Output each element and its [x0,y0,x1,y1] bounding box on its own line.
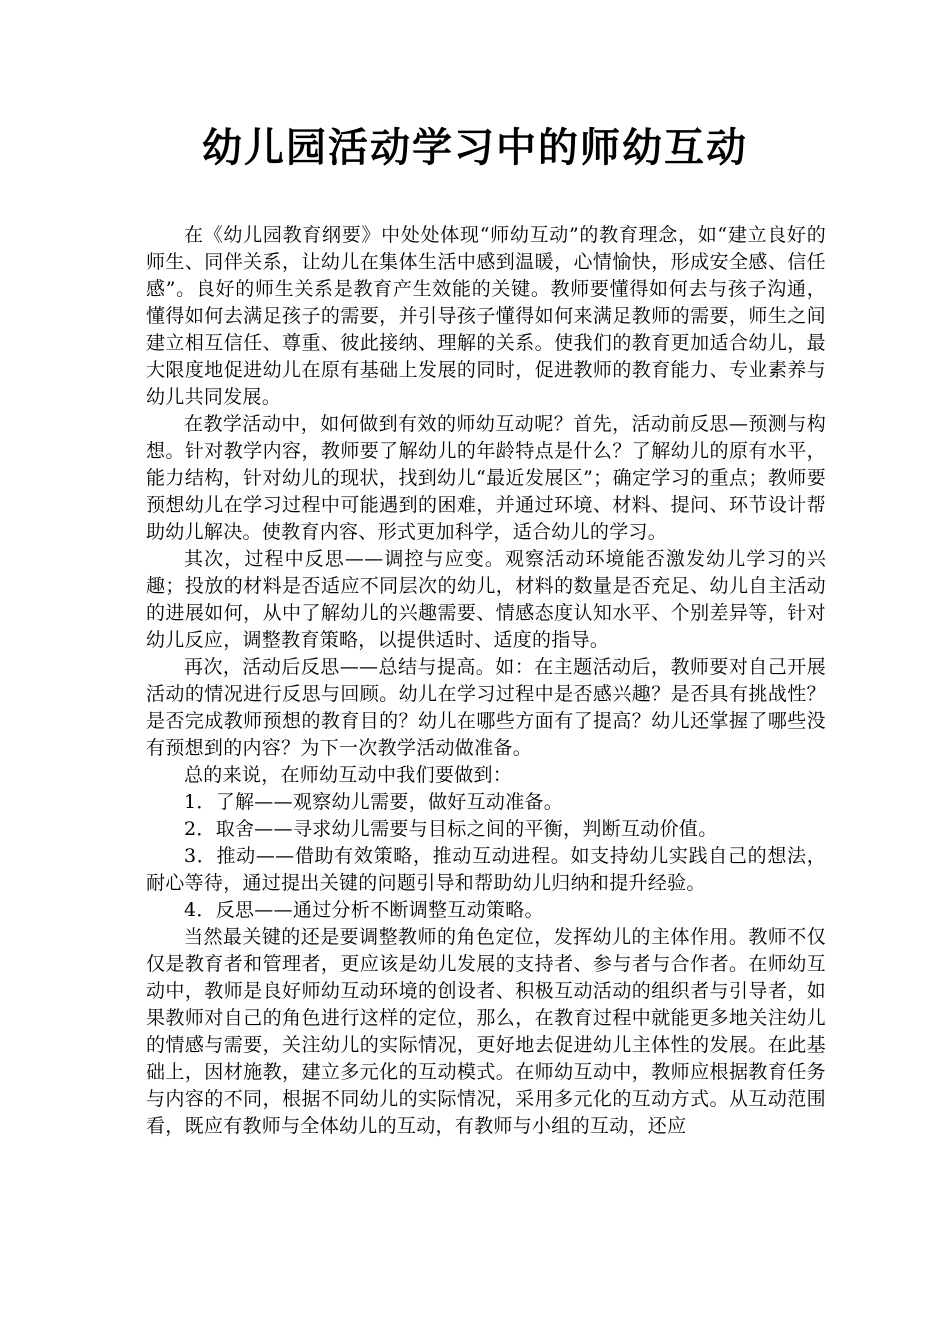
list-item-choose: 2．取舍——寻求幼儿需要与目标之间的平衡，判断互动价值。 [184,818,718,840]
paragraph-intro: 在《幼儿园教育纲要》中处处体现“师幼互动”的教育理念，如“建立良好的师生、同伴关系，让幼儿在集体生活中感到温暖，心情愉快，形成安全感、信任感”。良好的师生关系是教育产生效能的关键。教师要懂得如何去与孩子沟通，懂得如何去满足孩子的需要，并引导孩子懂得如何来满足教师的需要，师生之间建立相互信任、尊重、彼此接纳、理解的关系。使我们的教育更加适合幼儿，最大限度地促进幼儿在原有基础上发展的同时，促进教师的教育能力、专业素养与幼儿共同发展。 [146,224,826,408]
list-item-understand: 1．了解——观察幼儿需要，做好互动准备。 [184,791,564,813]
paragraph-after-activity: 再次，活动后反思——总结与提高。如：在主题活动后，教师要对自己开展活动的情况进行反思与回顾。幼儿在学习过程中是否感兴趣？是否具有挑战性？是否完成教师预想的教育目的？幼儿在哪些方面有了提高？幼儿还掌握了哪些没有预想到的内容？为下一次教学活动做准备。 [146,656,826,759]
list-item-reflect: 4．反思——通过分析不断调整互动策略。 [184,899,544,921]
list-item-promote: 3．推动——借助有效策略，推动互动进程。如支持幼儿实践自己的想法，耐心等待，通过提出关键的问题引导和帮助幼儿归纳和提升经验。 [146,845,826,894]
paragraph-summary-lead: 总的来说，在师幼互动中我们要做到： [184,764,513,786]
document-body [146,222,826,1140]
document-title: 幼儿园活动学习中的师幼互动 [202,124,748,171]
paragraph-before-activity: 在教学活动中，如何做到有效的师幼互动呢？首先，活动前反思—预测与构想。针对教学内容，教师要了解幼儿的年龄特点是什么？了解幼儿的原有水平，能力结构，针对幼儿的现状，找到幼儿“最近发展区”；确定学习的重点；教师要预想幼儿在学习过程中可能遇到的困难，并通过环境、材料、提问、环节设计帮助幼儿解决。使教育内容、形式更加科学，适合幼儿的学习。 [146,413,826,543]
paragraph-teacher-role: 当然最关键的还是要调整教师的角色定位，发挥幼儿的主体作用。教师不仅仅是教育者和管理者，更应该是幼儿发展的支持者、参与者与合作者。在师幼互动中，教师是良好师幼互动环境的创设者、积极互动活动的组织者与引导者，如果教师对自己的角色进行这样的定位，那么，在教育过程中就能更多地关注幼儿的情感与需要，关注幼儿的实际情况，更好地去促进幼儿主体性的发展。在此基础上，因材施教，建立多元化的互动模式。在师幼互动中，教师应根据教育任务与内容的不同，根据不同幼儿的实际情况，采用多元化的互动方式。从互动范围看，既应有教师与全体幼儿的互动，有教师与小组的互动，还应 [146,926,826,1137]
paragraph-during-activity: 其次，过程中反思——调控与应变。观察活动环境能否激发幼儿学习的兴趣；投放的材料是否适应不同层次的幼儿，材料的数量是否充足、幼儿自主活动的进展如何，从中了解幼儿的兴趣需要、情感态度认知水平、个别差异等，针对幼儿反应，调整教育策略，以提供适时、适度的指导。 [146,548,826,651]
